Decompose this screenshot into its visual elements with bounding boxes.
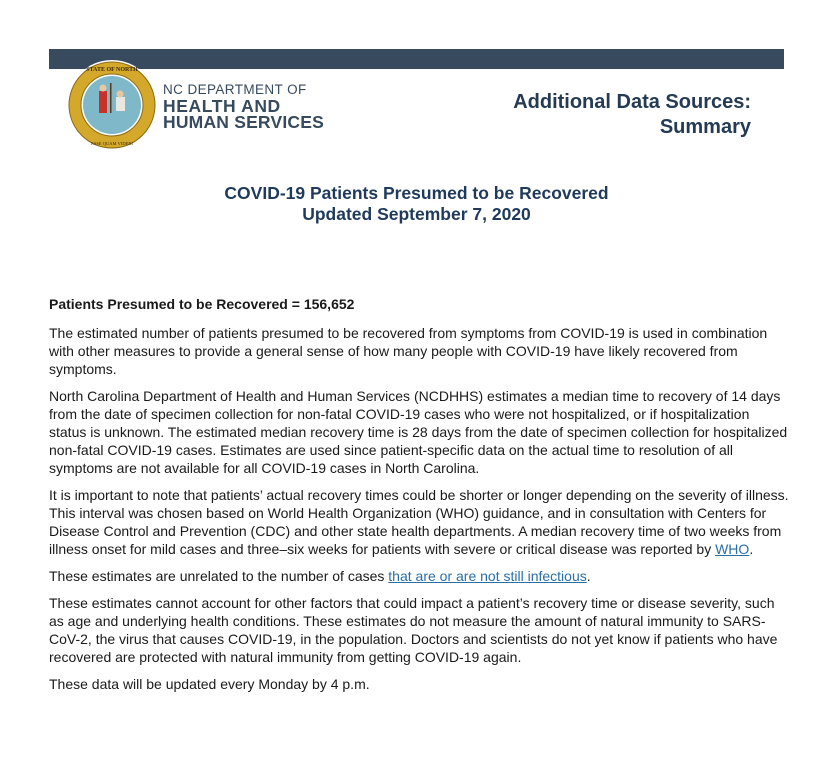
- svg-text:ESSE QUAM VIDERI: ESSE QUAM VIDERI: [91, 141, 133, 146]
- nc-state-seal-icon: [66, 59, 158, 151]
- section-title-line-1: Additional Data Sources:: [513, 91, 751, 113]
- department-line-3: HUMAN SERVICES: [163, 112, 324, 132]
- recovered-stat: [49, 295, 789, 313]
- department-line-2: HEALTH AND: [163, 95, 281, 116]
- paragraph-3-end: .: [749, 541, 754, 557]
- paragraph-3-text: It is important to note that patients’ actual recovery times could be shorter or longer depending on the severity of illness. This interval was chosen based on World Health Organization (WHO) guidance, and in consultation with Centers for Disease Control and Prevention (CDC) and other state health departments. A median recovery time of two weeks from illness onset for mild cases and three–six weeks for patients with severe or critical disease was reported by: [49, 487, 789, 557]
- section-title-line-2: Summary: [659, 116, 751, 138]
- document-title-line-1: COVID-19 Patients Presumed to be Recovered: [224, 183, 609, 203]
- paragraph-4-end: .: [586, 568, 591, 584]
- document-body: [49, 295, 789, 702]
- document-title: [0, 183, 833, 225]
- paragraph-6: These data will be updated every Monday by 4 p.m.: [49, 676, 370, 692]
- svg-text:STATE OF NORTH: STATE OF NORTH: [86, 67, 138, 73]
- department-logo-text: [163, 83, 324, 132]
- infectious-cases-link[interactable]: that are or are not still infectious: [388, 568, 587, 584]
- section-title: [513, 90, 751, 140]
- paragraph-4-text: These estimates are unrelated to the number of cases: [49, 568, 389, 584]
- department-line-1: NC DEPARTMENT OF: [163, 82, 307, 97]
- paragraph-2: North Carolina Department of Health and Human Services (NCDHHS) estimates a median time to recovery of 14 days from the date of specimen collection for non-fatal COVID-19 cases who were not hospitalized, or if hospitalization status is unknown. The estimated median recovery time is 28 days from the date of specimen collection for hospitalized non-fatal COVID-19 cases. Estimates are used since patient-specific data on the actual time to resolution of all symptoms are not available for all COVID-19 cases in North Carolina.: [49, 388, 788, 476]
- header-banner: [49, 49, 784, 69]
- paragraph-4: [49, 567, 789, 585]
- paragraph-5: These estimates cannot account for other factors that could impact a patient’s recovery time or disease severity, such as age and underlying health conditions. These estimates do not measure the amount of natural immunity to SARS-CoV-2, the virus that causes COVID-19, in the population. Doctors and scientists do not yet know if patients who have recovered are protected with natural immunity from getting COVID-19 again.: [49, 595, 778, 665]
- stat-label: Patients Presumed to be Recovered =: [49, 296, 304, 312]
- stat-value: 156,652: [303, 296, 355, 312]
- paragraph-1: The estimated number of patients presumed to be recovered from symptoms from COVID-19 is used in combination with other measures to provide a general sense of how many people with COVID-19 have likely recovered from symptoms.: [49, 325, 768, 377]
- who-link[interactable]: WHO: [715, 541, 750, 557]
- document-title-line-2: Updated September 7, 2020: [302, 204, 531, 224]
- paragraph-3: [49, 486, 789, 558]
